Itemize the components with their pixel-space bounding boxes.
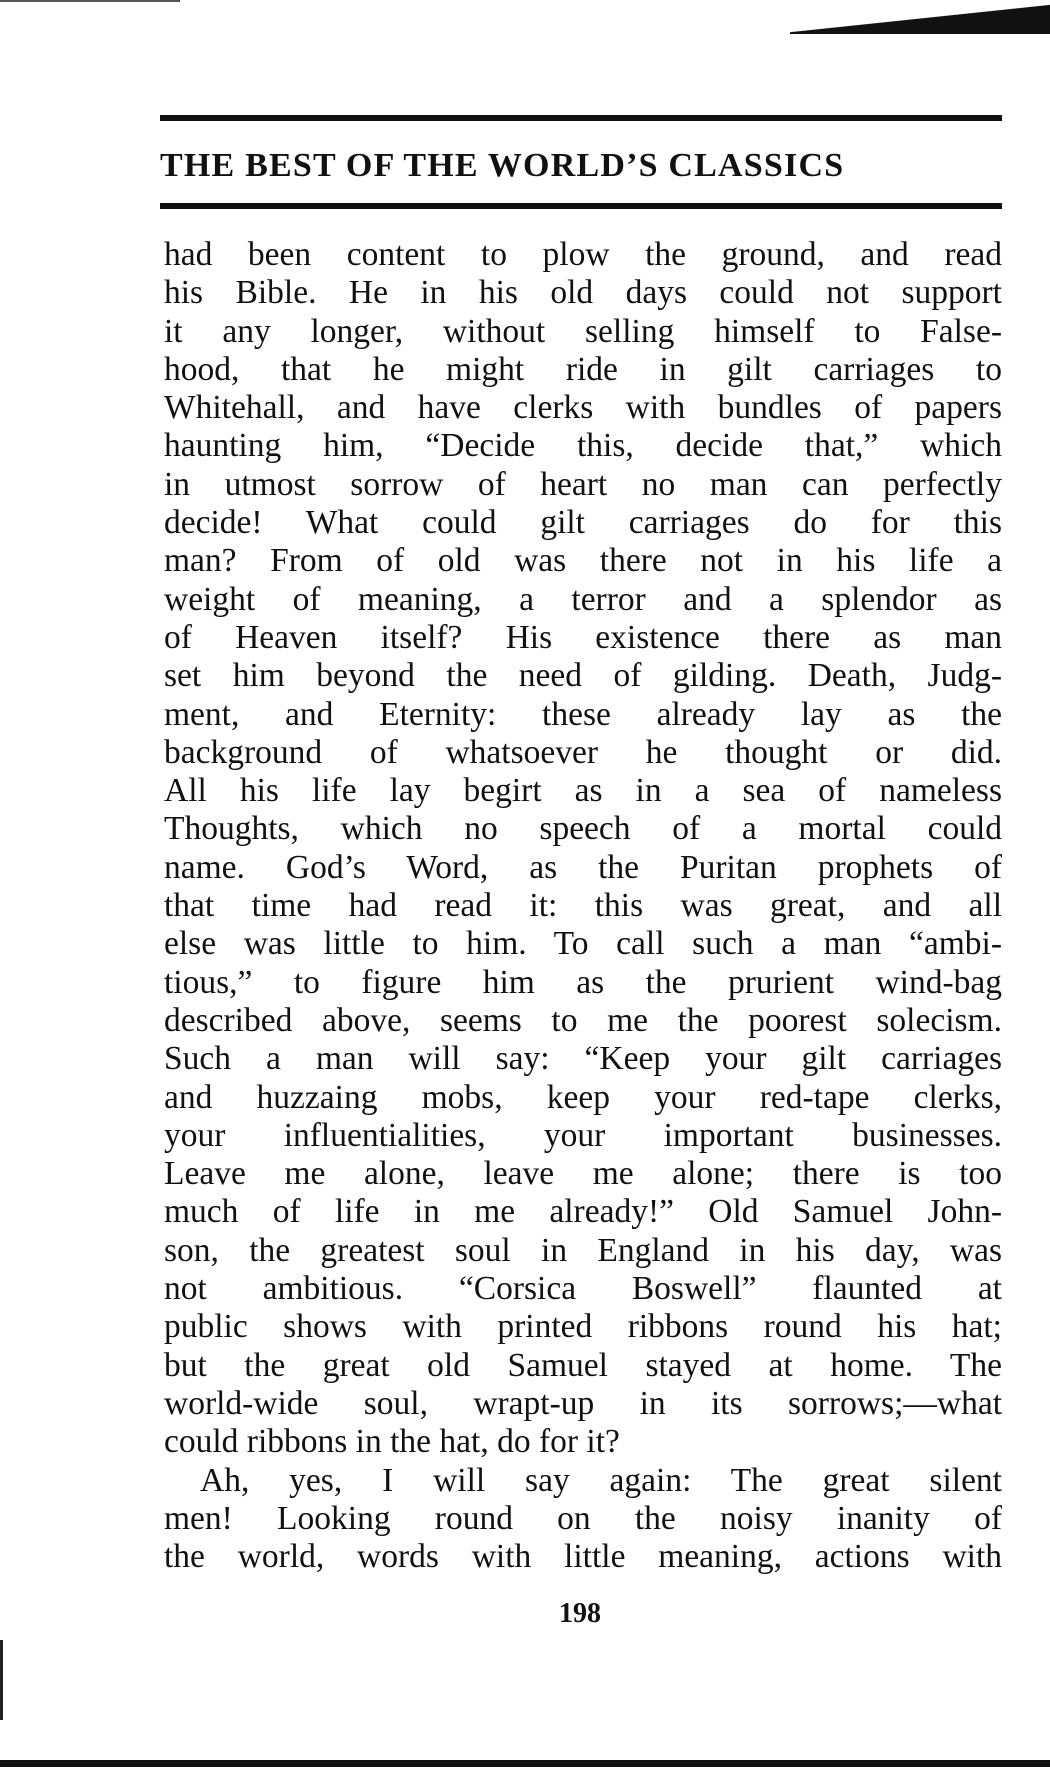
header-rule-bottom [160, 203, 1002, 209]
text-line: Whitehall, and have clerks with bundles of papers [164, 389, 1002, 427]
scan-edge-artifact-top-right [790, 0, 1050, 34]
text-line: ment, and Eternity: these already lay as the [164, 695, 1002, 733]
scan-edge-artifact-top-left [0, 0, 180, 2]
text-line: in utmost sorrow of heart no man can perfectly [164, 465, 1002, 503]
header-rule-top [160, 115, 1002, 121]
text-line: had been content to plow the ground, and read [164, 236, 1002, 273]
text-line: Leave me alone, leave me alone; there is too [164, 1155, 1002, 1193]
running-title: THE BEST OF THE WORLD’S CLASSICS [160, 147, 845, 184]
scan-edge-artifact-bottom [0, 1760, 1050, 1767]
text-line: not ambitious. “Corsica Boswell” flaunted at [164, 1270, 1002, 1308]
body-text [164, 236, 1002, 1576]
text-line: man? From of old was there not in his life a [164, 542, 1002, 580]
text-line: the world, words with little meaning, actions with [164, 1538, 1002, 1576]
text-line: background of whatsoever he thought or did. [164, 733, 1002, 771]
text-line: All his life lay begirt as in a sea of nameless [164, 772, 1002, 810]
text-line: Thoughts, which no speech of a mortal could [164, 810, 1002, 848]
text-line: set him beyond the need of gilding. Death, Judg- [164, 657, 1002, 695]
page-number: 198 [559, 1598, 601, 1629]
text-line: but the great old Samuel stayed at home. The [164, 1346, 1002, 1384]
text-line: name. God’s Word, as the Puritan prophets of [164, 848, 1002, 886]
text-line: else was little to him. To call such a man “ambi- [164, 925, 1002, 963]
text-line: and huzzaing mobs, keep your red-tape clerks, [164, 1078, 1002, 1116]
text-line: of Heaven itself? His existence there as man [164, 618, 1002, 656]
text-line: your influentialities, your important businesses. [164, 1116, 1002, 1154]
text-line: weight of meaning, a terror and a splendor as [164, 580, 1002, 618]
text-line: it any longer, without selling himself to False- [164, 312, 1002, 350]
text-line: tious,” to figure him as the prurient wind-bag [164, 963, 1002, 1001]
text-line-paragraph-end: could ribbons in the hat, do for it? [164, 1423, 620, 1461]
text-line: hood, that he might ride in gilt carriages to [164, 350, 1002, 388]
scan-edge-artifact-left [0, 1640, 3, 1720]
text-line: much of life in me already!” Old Samuel John- [164, 1193, 1002, 1231]
text-line: that time had read it: this was great, and all [164, 887, 1002, 925]
text-line: world-wide soul, wrapt-up in its sorrows;—what [164, 1384, 1002, 1422]
text-line: decide! What could gilt carriages do for this [164, 504, 1002, 542]
text-line: his Bible. He in his old days could not support [164, 274, 1002, 312]
text-line: Such a man will say: “Keep your gilt carriages [164, 1040, 1002, 1078]
text-line: haunting him, “Decide this, decide that,” which [164, 427, 1002, 465]
text-line-paragraph-start: Ah, yes, I will say again: The great silent [200, 1461, 1002, 1499]
text-line: described above, seems to me the poorest solecism. [164, 1001, 1002, 1039]
text-line: public shows with printed ribbons round his hat; [164, 1308, 1002, 1346]
text-line: son, the greatest soul in England in his day, was [164, 1231, 1002, 1269]
text-line: men! Looking round on the noisy inanity of [164, 1499, 1002, 1537]
